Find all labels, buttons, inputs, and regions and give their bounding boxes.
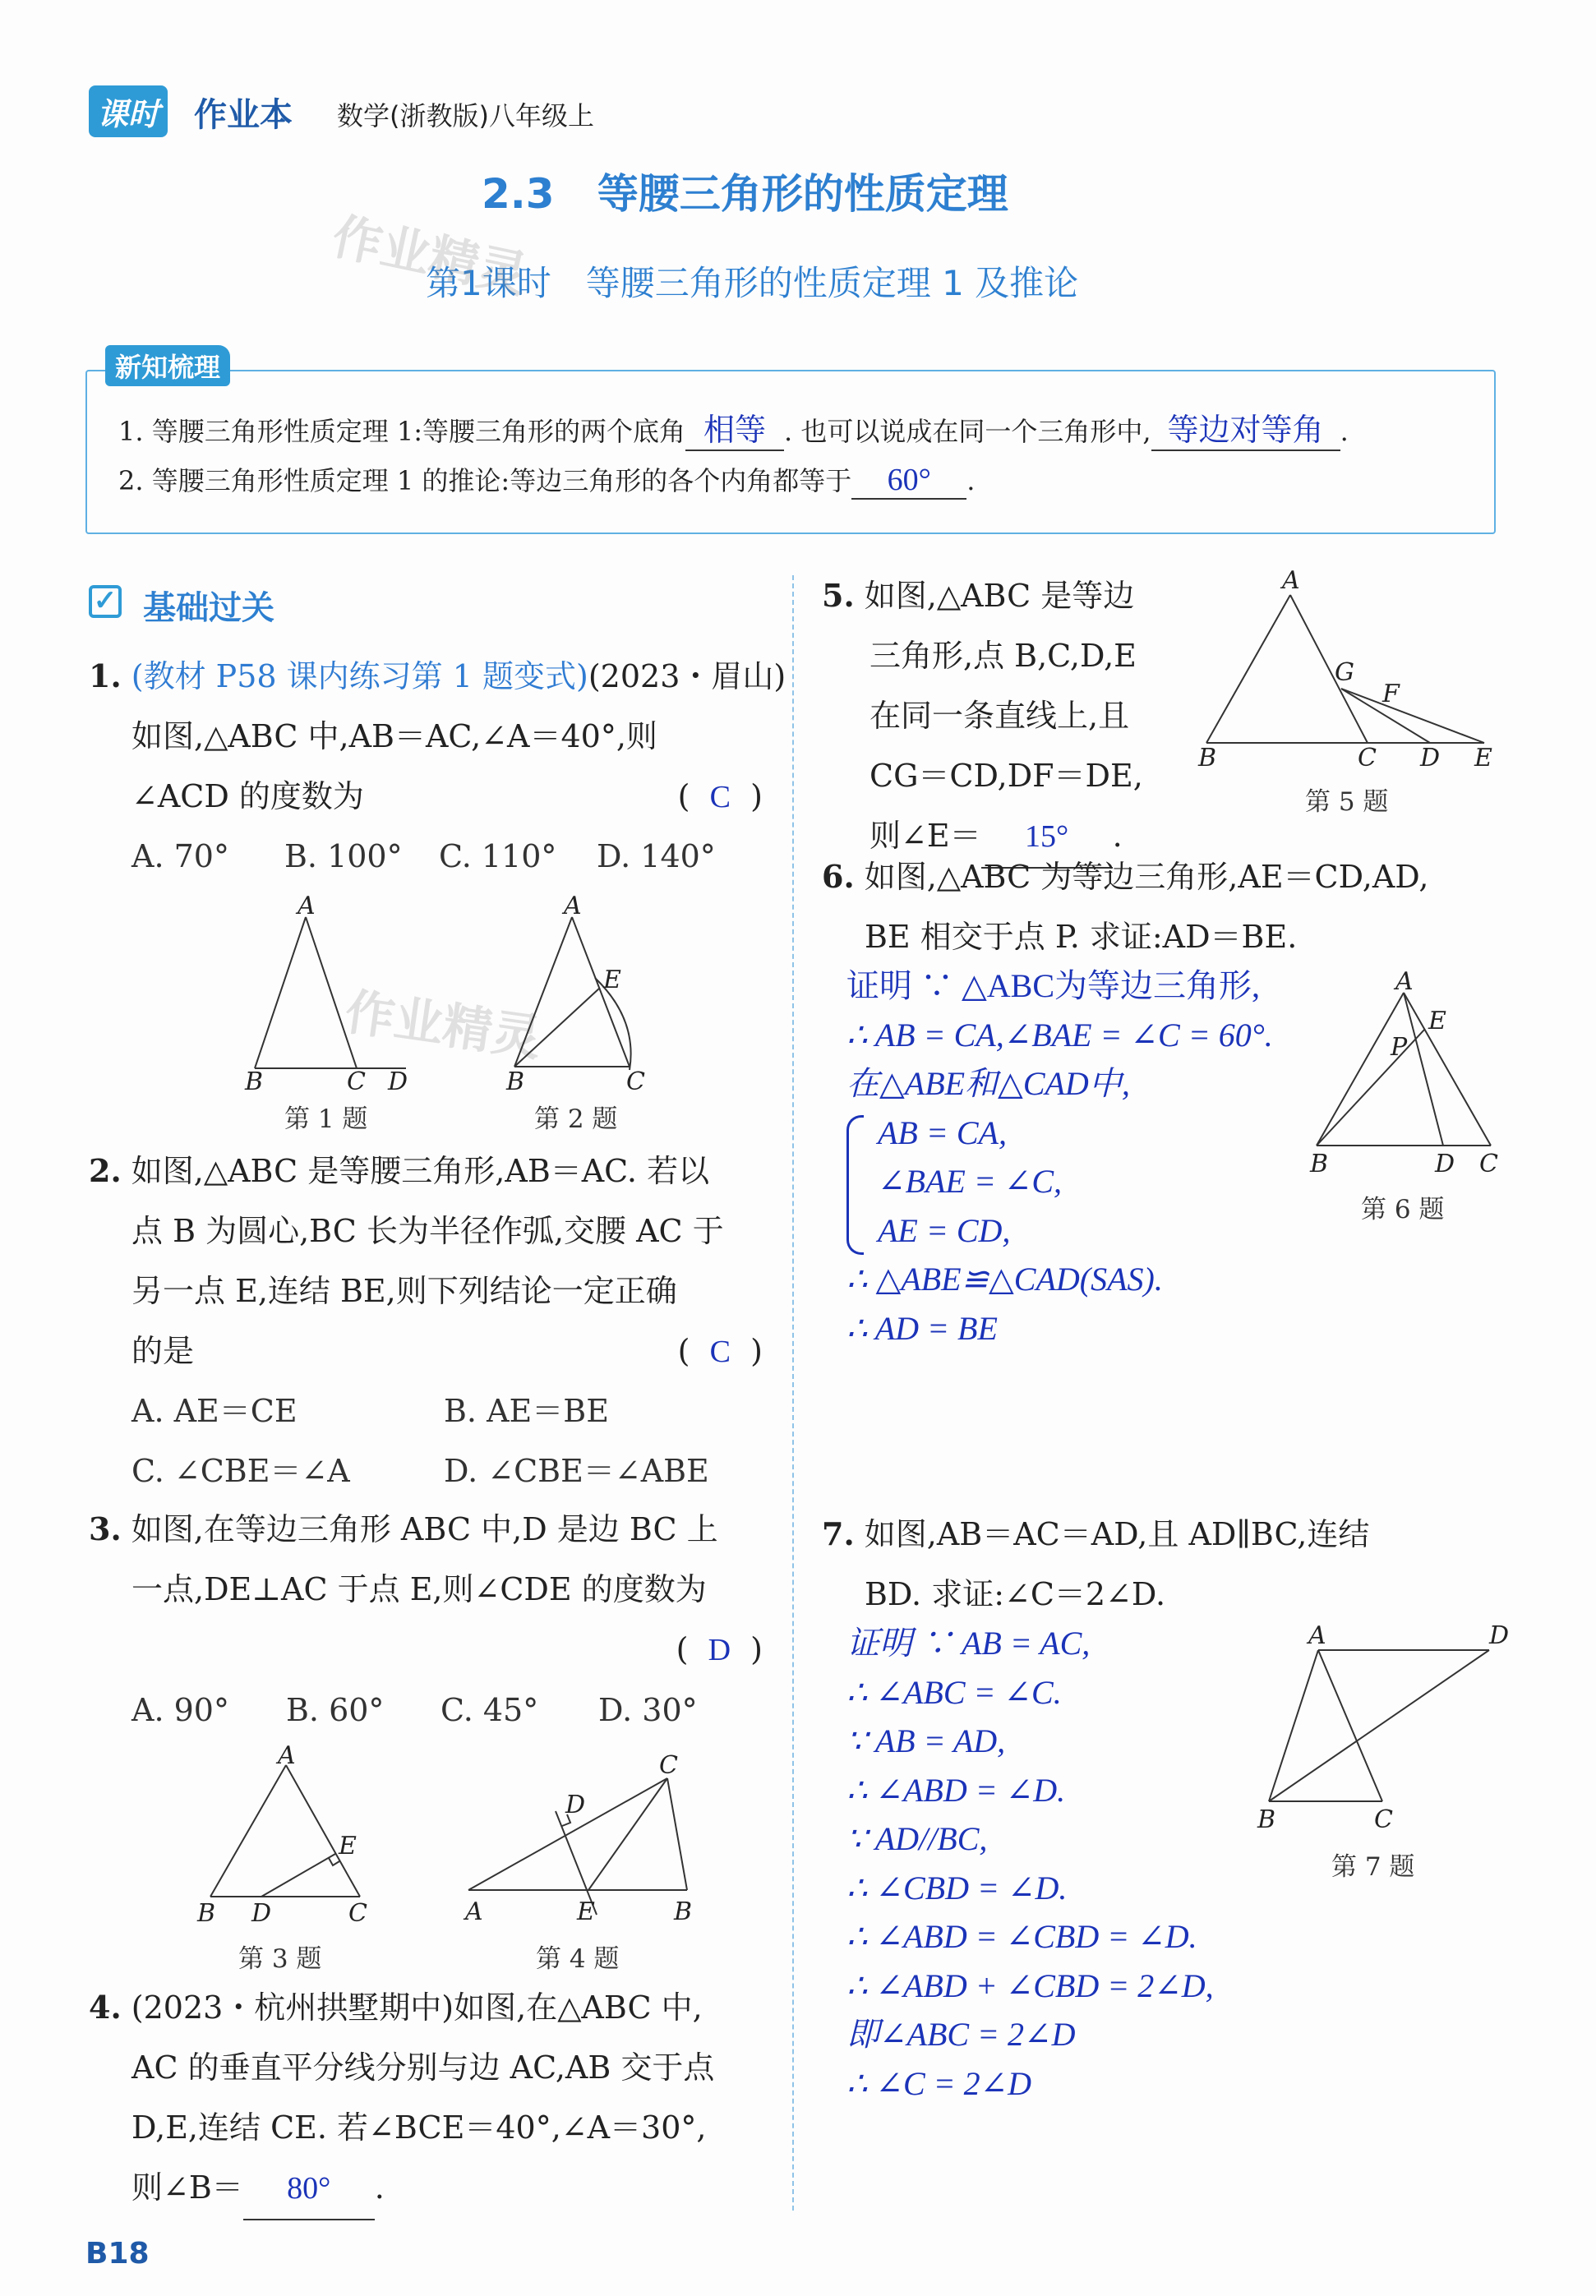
knowledge-text-3: 2. 等腰三角形性质定理 1 的推论:等边三角形的各个内角都等于 bbox=[118, 465, 852, 496]
option-c: C. 45° bbox=[441, 1692, 539, 1728]
question-number: 1. bbox=[89, 657, 122, 694]
knowledge-box bbox=[85, 370, 1496, 534]
section-name: 等腰三角形的性质定理 bbox=[597, 170, 1008, 218]
answer-blank: 60° bbox=[851, 462, 966, 500]
label-b: B bbox=[197, 1899, 216, 1928]
label-a: A bbox=[278, 1745, 296, 1770]
question-text: BE 相交于点 P. 求证:AD＝BE. bbox=[865, 919, 1298, 955]
label-c: C bbox=[1479, 1150, 1498, 1178]
proof-line: 证明 ∵ △ABC为等边三角形, bbox=[846, 967, 1261, 1004]
option-a: A. AE＝CE bbox=[131, 1393, 298, 1429]
knowledge-text-2: . 也可以说成在同一个三角形中, bbox=[784, 416, 1151, 447]
label-b: B bbox=[245, 1067, 264, 1093]
label-e: E bbox=[1474, 744, 1492, 772]
label-d: D bbox=[565, 1791, 586, 1819]
knowledge-line-2: 2. 等腰三角形性质定理 1 的推论:等边三角形的各个内角都等于 60° . bbox=[118, 460, 975, 500]
question-text: (2023・杭州拱墅期中)如图,在△ABC 中, bbox=[131, 1989, 703, 2026]
label-d: D bbox=[1489, 1621, 1510, 1650]
label-a: A bbox=[564, 896, 582, 920]
option-a: A. 70° bbox=[131, 838, 229, 874]
proof-line: ∴ △ABE≌△CAD(SAS). bbox=[846, 1261, 1163, 1298]
knowledge-line-1: 1. 等腰三角形性质定理 1:等腰三角形的两个底角 相等 . 也可以说成在同一个三角形中, 等边对等角 . bbox=[118, 404, 1349, 451]
section-number: 2.3 bbox=[482, 170, 555, 218]
answer-blank: 15° bbox=[981, 807, 1113, 869]
label-c: C bbox=[347, 1067, 366, 1093]
section-title bbox=[482, 161, 1008, 220]
option-c: C. ∠CBE＝∠A bbox=[131, 1453, 350, 1489]
option-d: D. 140° bbox=[597, 838, 716, 874]
option-a: A. 90° bbox=[131, 1692, 229, 1728]
label-e: E bbox=[339, 1832, 357, 1860]
proof-line: ∵ AB = AD, bbox=[846, 1722, 1006, 1759]
knowledge-badge: 新知梳理 bbox=[105, 345, 230, 386]
question-text: 则∠E＝ bbox=[869, 818, 981, 854]
answer-choice: C bbox=[709, 1335, 731, 1369]
label-c: C bbox=[348, 1899, 367, 1928]
source-note: (教材 P58 课内练习第 1 题变式) bbox=[131, 658, 588, 694]
label-b: B bbox=[674, 1897, 693, 1926]
option-d: D. ∠CBE＝∠ABE bbox=[444, 1453, 709, 1489]
label-a: A bbox=[1282, 570, 1300, 595]
proof-line: ∴ ∠ABC = ∠C. bbox=[846, 1673, 1062, 1711]
proof-line: 证明 ∵ AB = AC, bbox=[846, 1625, 1091, 1662]
proof-7 bbox=[846, 1619, 1307, 2108]
question-text: 如图,△ABC 中,AB＝AC,∠A＝40°,则 bbox=[131, 718, 657, 754]
option-b: B. 100° bbox=[284, 838, 403, 874]
basic-section-title: 基础过关 bbox=[143, 589, 274, 627]
proof-line: ∴ ∠ABD = ∠CBD = ∠D. bbox=[846, 1918, 1197, 1955]
figure-5-caption: 第 5 题 bbox=[1305, 787, 1389, 817]
question-number: 7. bbox=[822, 1515, 855, 1552]
proof-line: ∴ ∠CBD = ∠D. bbox=[846, 1869, 1068, 1906]
label-c: C bbox=[626, 1067, 645, 1093]
question-3: 3. 如图,在等边三角形 ABC 中,D 是边 BC 上 一点,DE⊥AC 于点 E,则∠CDE 的度数为 ( D ) A. 90° B. 60° C. 45° D. 30° bbox=[89, 1499, 763, 1740]
question-number: 3. bbox=[89, 1510, 122, 1547]
question-text: 在同一条直线上,且 bbox=[869, 698, 1130, 734]
knowledge-text-1: 1. 等腰三角形性质定理 1:等腰三角形的两个底角 bbox=[118, 416, 686, 447]
proof-line: AE = CD, bbox=[878, 1211, 1011, 1249]
question-4: 4. (2023・杭州拱墅期中)如图,在△ABC 中, AC 的垂直平分线分别与边 AC,AB 交于点 D,E,连结 CE. 若∠BCE＝40°,∠A＝30°, 则∠B＝ 80° . bbox=[89, 1977, 763, 2220]
watermark: 作业精灵 bbox=[327, 207, 533, 306]
label-g: G bbox=[1335, 658, 1354, 687]
proof-line: ∴ ∠C = 2∠D bbox=[846, 2064, 1032, 2102]
label-a: A bbox=[1308, 1621, 1326, 1650]
label-d: D bbox=[251, 1899, 272, 1928]
question-text: 的是 bbox=[131, 1333, 195, 1369]
label-b: B bbox=[506, 1067, 525, 1093]
logo-text: 作业本 bbox=[194, 96, 293, 134]
label-f: F bbox=[1382, 680, 1400, 708]
question-text: 如图,△ABC 是等边 bbox=[864, 578, 1135, 614]
question-text: 则∠B＝ bbox=[131, 2169, 243, 2206]
label-b: B bbox=[1257, 1805, 1276, 1834]
question-2: 2. 如图,△ABC 是等腰三角形,AB＝AC. 若以 点 B 为圆心,BC 长为半径作弧,交腰 AC 于 另一点 E,连结 BE,则下列结论一定正确 的是 ( C ) A. AE＝CE B. AE＝BE C. ∠CBE＝∠A D. ∠CBE＝∠ABE bbox=[89, 1141, 763, 1501]
label-b: B bbox=[1198, 744, 1217, 772]
answer-blank: 等边对等角 bbox=[1151, 404, 1340, 451]
column-divider bbox=[792, 575, 794, 2211]
label-a: A bbox=[465, 1897, 483, 1926]
question-text: 如图,AB＝AC＝AD,且 AD∥BC,连结 bbox=[864, 1516, 1370, 1552]
proof-line: AB = CA, bbox=[878, 1113, 1007, 1151]
label-c: C bbox=[1374, 1805, 1393, 1834]
question-text: 一点,DE⊥AC 于点 E,则∠CDE 的度数为 bbox=[131, 1571, 707, 1607]
watermark-2: 作业精灵 bbox=[341, 983, 546, 1068]
source-note-2: (2023・眉山) bbox=[588, 658, 786, 694]
answer-blank: 相等 bbox=[685, 404, 784, 451]
proof-line: ∴ AB = CA,∠BAE = ∠C = 60°. bbox=[846, 1016, 1273, 1053]
figure-6-caption: 第 6 题 bbox=[1361, 1195, 1445, 1224]
question-number: 4. bbox=[89, 1989, 122, 2026]
figure-4 bbox=[457, 1745, 703, 1934]
proof-line: ∴ ∠ABD + ∠CBD = 2∠D, bbox=[846, 1966, 1214, 2004]
option-d: D. 30° bbox=[598, 1692, 698, 1728]
question-text: ∠ACD 的度数为 bbox=[131, 778, 364, 814]
question-6 bbox=[822, 846, 1504, 967]
logo-badge: 课时 bbox=[89, 85, 168, 137]
label-c: C bbox=[1358, 744, 1377, 772]
question-7 bbox=[822, 1504, 1504, 1625]
answer-choice: C bbox=[709, 780, 731, 814]
figure-2 bbox=[498, 896, 662, 1093]
label-b: B bbox=[1310, 1150, 1329, 1178]
label-d: D bbox=[1435, 1150, 1455, 1178]
label-c: C bbox=[659, 1751, 678, 1780]
figure-6 bbox=[1297, 966, 1511, 1180]
proof-6 bbox=[846, 961, 1356, 1353]
option-b: B. 60° bbox=[286, 1692, 385, 1728]
question-text: 如图,在等边三角形 ABC 中,D 是边 BC 上 bbox=[131, 1511, 718, 1547]
label-e: E bbox=[603, 966, 621, 994]
question-text: AC 的垂直平分线分别与边 AC,AB 交于点 bbox=[131, 2049, 715, 2086]
question-number: 5. bbox=[822, 577, 855, 614]
question-text: CG＝CD,DF＝DE, bbox=[869, 758, 1143, 794]
page-number: B18 bbox=[85, 2237, 150, 2271]
proof-line: ∴ AD = BE bbox=[846, 1309, 998, 1347]
proof-line: ∵ AD//BC, bbox=[846, 1820, 988, 1857]
label-d: D bbox=[388, 1067, 408, 1093]
brace bbox=[846, 1115, 864, 1255]
figure-1 bbox=[238, 896, 419, 1093]
question-text: 另一点 E,连结 BE,则下列结论一定正确 bbox=[131, 1273, 677, 1309]
proof-line: ∴ ∠ABD = ∠D. bbox=[846, 1771, 1066, 1809]
lesson-title: 第1课时 等腰三角形的性质定理 1 及推论 bbox=[426, 263, 1079, 303]
proof-line: ∠BAE = ∠C, bbox=[878, 1163, 1063, 1200]
question-text: 如图,△ABC 是等腰三角形,AB＝AC. 若以 bbox=[131, 1153, 710, 1189]
proof-line: 在△ABE和△CAD中, bbox=[846, 1065, 1130, 1102]
label-a: A bbox=[1395, 967, 1414, 996]
option-b: B. AE＝BE bbox=[444, 1393, 609, 1429]
question-text: 点 B 为圆心,BC 长为半径作弧,交腰 AC 于 bbox=[131, 1213, 724, 1249]
proof-line: 即∠ABC = 2∠D bbox=[846, 2016, 1076, 2053]
figure-7-caption: 第 7 题 bbox=[1331, 1852, 1415, 1882]
label-a: A bbox=[298, 896, 316, 920]
question-1: 1. (教材 P58 课内练习第 1 题变式)(2023・眉山) 如图,△ABC 中,AB＝AC,∠A＝40°,则 ∠ACD 的度数为 ( C ) A. 70° B. 100° C. 110° D. 140° bbox=[89, 646, 763, 887]
question-text: BD. 求证:∠C＝2∠D. bbox=[865, 1576, 1166, 1612]
question-5: 5. 如图,△ABC 是等边 三角形,点 B,C,D,E 在同一条直线上,且 CG＝CD,DF＝DE, 则∠E＝ 15° . bbox=[822, 565, 1200, 869]
figure-7 bbox=[1243, 1617, 1514, 1839]
figure-3-caption: 第 3 题 bbox=[238, 1944, 322, 1974]
figure-1-caption: 第 1 题 bbox=[284, 1104, 368, 1134]
answer-choice: D bbox=[708, 1633, 731, 1667]
question-text: 如图,△ABC 为等边三角形,AE＝CD,AD, bbox=[864, 859, 1429, 895]
label-d: D bbox=[1420, 744, 1441, 772]
question-text: 三角形,点 B,C,D,E bbox=[869, 638, 1137, 674]
figure-2-caption: 第 2 题 bbox=[534, 1104, 618, 1134]
answer-blank: 80° bbox=[243, 2159, 375, 2220]
subject-label: 数学(浙教版)八年级上 bbox=[337, 100, 594, 131]
label-e: E bbox=[1428, 1007, 1446, 1035]
label-e: E bbox=[577, 1897, 595, 1926]
figure-3 bbox=[191, 1745, 380, 1934]
option-c: C. 110° bbox=[439, 838, 557, 874]
question-number: 6. bbox=[822, 858, 855, 895]
label-p: P bbox=[1391, 1033, 1408, 1062]
question-text: D,E,连结 CE. 若∠BCE＝40°,∠A＝30°, bbox=[131, 2109, 707, 2146]
figure-5 bbox=[1188, 570, 1501, 776]
question-number: 2. bbox=[89, 1152, 122, 1189]
figure-4-caption: 第 4 题 bbox=[536, 1944, 620, 1974]
checkbox-icon: ✓ bbox=[89, 585, 122, 618]
